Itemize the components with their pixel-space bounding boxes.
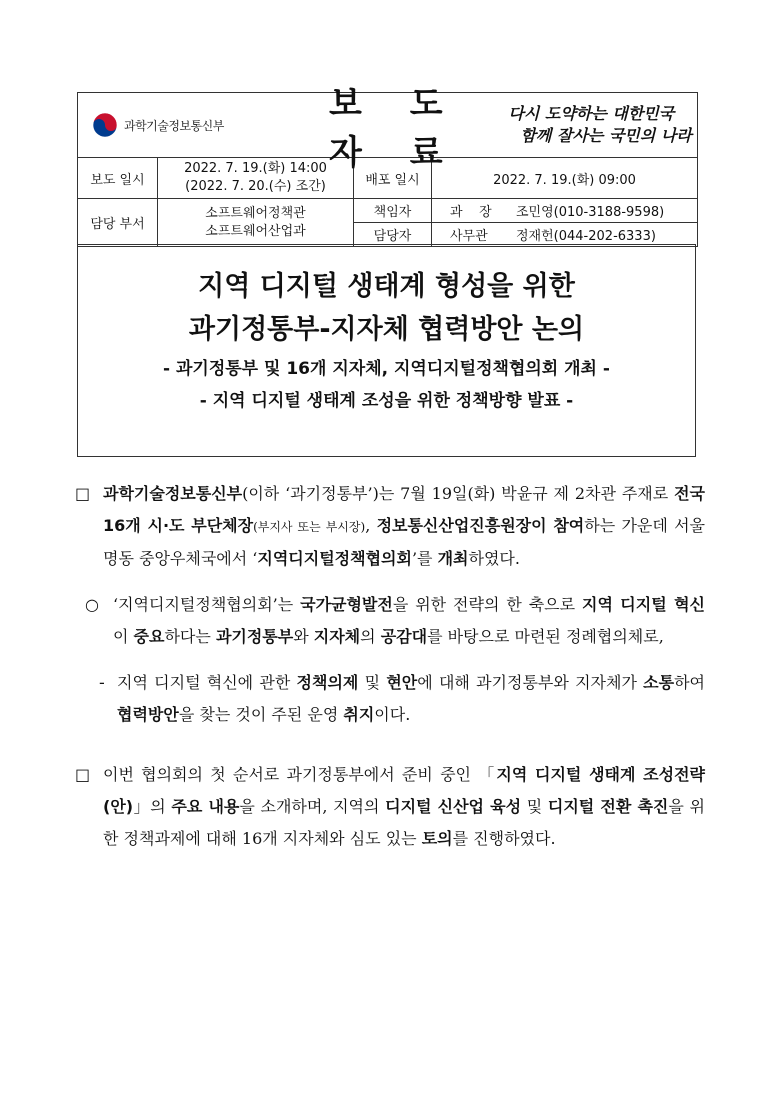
square-bullet-icon: □ xyxy=(75,765,91,784)
p4-discussion: 토의 xyxy=(421,829,453,848)
p1-vice-governors: 전국 16개 시·도 부단체장 xyxy=(103,484,705,535)
p2-local-gov: 지자체 xyxy=(313,627,361,646)
p3-agenda: 정책의제 xyxy=(296,673,359,692)
p2-text-7: 를 바탕으로 마련된 정례협의체로, xyxy=(427,627,664,646)
p1-text-3: ’를 xyxy=(411,549,438,568)
p2-text-3: 이 xyxy=(113,627,134,646)
headline-box xyxy=(77,244,696,457)
p2-text-6: 의 xyxy=(360,627,381,646)
p2-text-1: ‘지역디지털정책협의회’는 xyxy=(113,595,301,614)
paragraph-1 xyxy=(75,478,705,575)
ministry-logo xyxy=(78,112,271,138)
report-date-line-1: 2022. 7. 19.(화) 14:00 xyxy=(184,161,327,176)
contact-value xyxy=(432,223,698,247)
circle-bullet-icon: ○ xyxy=(85,595,99,614)
manager-title: 과 장 xyxy=(450,205,492,220)
p1-comma: , xyxy=(365,516,377,535)
p3-text-6: 이다. xyxy=(374,705,411,724)
p4-transformation: 디지털 전환 촉진 xyxy=(547,797,669,816)
square-bullet-icon: □ xyxy=(75,484,91,503)
p4-text-4: 및 xyxy=(521,797,548,816)
body-text xyxy=(75,478,705,855)
p4-new-industry: 디지털 신산업 육성 xyxy=(385,797,522,816)
dash-bullet-icon: - xyxy=(99,673,105,692)
p2-msit: 과기정통부 xyxy=(215,627,294,646)
p3-issues: 현안 xyxy=(386,673,418,692)
contact-title: 사무관 xyxy=(450,229,488,244)
contact-name: 정재헌(044-202-6333) xyxy=(516,229,656,244)
manager-name: 조민영(010-3188-9598) xyxy=(516,205,665,220)
contact-label: 담당자 xyxy=(354,223,432,247)
dept-line-1: 소프트웨어정책관 xyxy=(205,205,306,221)
p2-balance: 국가균형발전 xyxy=(300,595,393,614)
subheadline-2: - 지역 디지털 생태계 조성을 위한 정책방향 발표 - xyxy=(199,391,574,411)
headline-line-1: 지역 디지털 생태계 형성을 위한 xyxy=(198,271,575,302)
p1-text-2: 하는 가운데 서울 명동 중앙우체국에서 ‘ xyxy=(103,516,706,568)
ministry-name: 과학기술정보통신부 xyxy=(124,118,224,133)
p2-important: 중요 xyxy=(133,627,165,646)
dept-label: 담당 부서 xyxy=(78,199,158,247)
p1-held: 개최 xyxy=(437,549,469,568)
p2-innovation: 지역 디지털 혁신 xyxy=(582,595,705,614)
p3-text-4: 하여 xyxy=(674,673,705,692)
p4-text-3: 을 소개하며, 지역의 xyxy=(239,797,386,816)
p4-main-content: 주요 내용 xyxy=(171,797,240,816)
p4-text-6: 를 진행하였다. xyxy=(452,829,556,848)
p2-text-5: 와 xyxy=(293,627,314,646)
p4-strategy: 지역 디지털 생태계 조성전략(안) xyxy=(103,765,706,816)
p3-text-2: 및 xyxy=(358,673,387,692)
manager-value xyxy=(432,199,698,223)
p1-parenthetical: (부지사 또는 부시장) xyxy=(253,520,366,534)
p1-nipa: 정보통신산업진흥원장이 참여 xyxy=(376,516,585,535)
manager-label: 책임자 xyxy=(354,199,432,223)
subheadline-1: - 과기정통부 및 16개 지자체, 지역디지털정책협의회 개최 - xyxy=(163,359,610,379)
dept-value xyxy=(158,199,354,247)
p1-text-4: 하였다. xyxy=(468,549,520,568)
p4-text-2: 」의 xyxy=(133,797,172,816)
slogan xyxy=(500,103,697,147)
header-table xyxy=(77,84,698,247)
report-date-line-2: (2022. 7. 20.(수) 조간) xyxy=(185,179,326,194)
p3-purpose: 취지 xyxy=(343,705,375,724)
p2-text-4: 하다는 xyxy=(164,627,216,646)
p3-text-5: 을 찾는 것이 주된 운영 xyxy=(178,705,344,724)
p2-text-2: 을 위한 전략의 한 축으로 xyxy=(392,595,582,614)
dept-line-2: 소프트웨어산업과 xyxy=(205,223,306,239)
paragraph-3 xyxy=(75,667,705,731)
p1-text-1: (이하 ‘과기정통부’)는 7월 19일(화) 박윤규 제 2차관 주재로 xyxy=(242,484,675,503)
p3-cooperation: 협력방안 xyxy=(117,705,179,724)
report-date-label: 보도 일시 xyxy=(78,158,158,199)
paragraph-4 xyxy=(75,759,705,855)
report-date-value xyxy=(158,158,354,199)
headline-line-2: 과기정통부-지자체 협력방안 논의 xyxy=(188,314,585,345)
p4-text-1: 이번 협의회의 첫 순서로 과기정통부에서 준비 중인 「 xyxy=(103,765,497,784)
p1-council: 지역디지털정책협의회 xyxy=(257,549,412,568)
distribution-label: 배포 일시 xyxy=(354,158,432,199)
press-release-title: 보 도 자 료 xyxy=(329,84,461,173)
p3-communicate: 소통 xyxy=(643,673,675,692)
p3-text-1: 지역 디지털 혁신에 관한 xyxy=(117,673,297,692)
slogan-line-2: 함께 잘사는 국민의 나라 xyxy=(520,126,692,145)
taegeuk-logo-icon xyxy=(92,112,118,138)
slogan-line-1: 다시 도약하는 대한민국 xyxy=(508,104,675,123)
p4-text-5: 을 위한 정책과제에 대해 16개 지자체와 심도 있는 xyxy=(103,797,705,848)
p1-ministry: 과학기술정보통신부 xyxy=(103,484,243,503)
paragraph-2 xyxy=(75,589,705,653)
p3-text-3: 에 대해 과기정통부와 지자체가 xyxy=(417,673,644,692)
p2-consensus: 공감대 xyxy=(380,627,428,646)
distribution-value: 2022. 7. 19.(화) 09:00 xyxy=(432,158,698,199)
